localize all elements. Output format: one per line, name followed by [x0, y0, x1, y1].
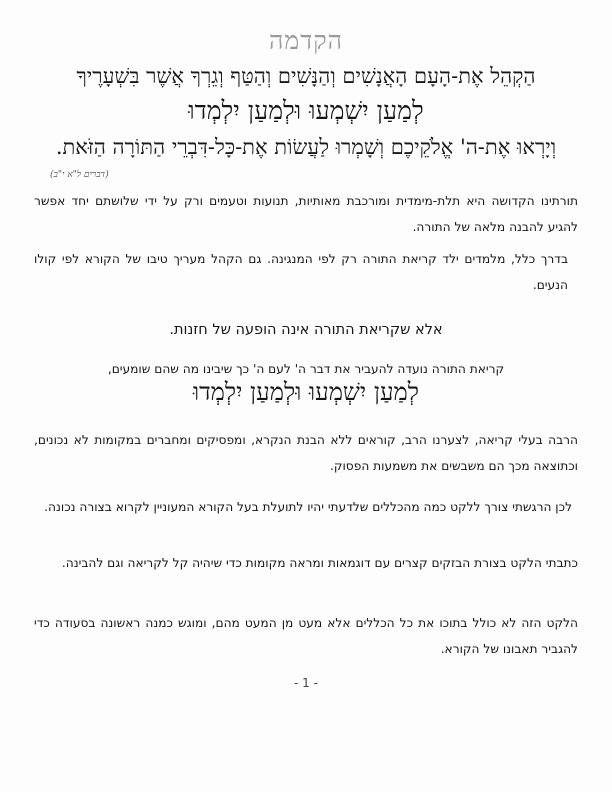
paragraph-6: לכן הרגשתי צורך ללקט כמה מהכללים שלדעתי יהיו לתועלת בעל הקורא המעוניין לקרוא בצורה נכונה.: [44, 500, 572, 514]
verse-line-1: הַקְהֵל אֶת-הָעָם הָאֲנָשִׁים וְהַנָּשִׁים וְהַטַּף וְגֵרְךָ אֲשֶׁר בִּשְׁעָרֶיךָ: [76, 64, 536, 88]
paragraph-7: כתבתי הלקט בצורת הבזקים קצרים עם דוגמאות ומראה מקומות כדי שיהיה קל לקריאה וגם להבינה.: [61, 556, 578, 570]
paragraph-3: אלא שקריאת התורה אינה הופעה של חזנות.: [169, 322, 443, 338]
verse-line-3: וְיָרְאוּ אֶת-ה' אֱלֹקֵיכֶם וְשָׁמְרוּ לַעֲשׂוֹת אֶת-כָּל-דִּבְרֵי הַתּוֹרָה הַזֹּאת.: [55, 135, 557, 159]
paragraph-2: בדרך כלל, מלמדים ילד קריאת התורה רק לפי המנגינה. גם הקהל מעריך טיבו של הקורא לפי קולו הנעים.: [34, 252, 568, 292]
verse-line-2: לְמַעַן יִשְׁמְעוּ וּלְמַעַן יִלְמְדוּ: [188, 96, 424, 125]
verse-repeat: לְמַעַן יִשְׁמְעוּ וּלְמַעַן יִלְמְדוּ: [193, 378, 419, 406]
paragraph-1: תורתינו הקדושה היא תלת-מימדית ומורכבת מאותיות, תנועות וטעמים ורק על ידי שלושתם יחד אפשר להגיע להבנה מלאה של התורה.: [34, 194, 578, 234]
page-number: - 1 -: [294, 676, 318, 690]
paragraph-8: הלקט הזה לא כולל בתוכו את כל הכללים אלא מעט מן המעט מהם, ומוגש כמנה ראשונה בסעודה כדי להגביר תאבונו של הקורא.: [34, 616, 578, 656]
verse-source: (דברים ל"א י"ב): [50, 170, 109, 180]
page-title: הקדמה: [269, 26, 343, 55]
paragraph-4: קריאת התורה נועדה להעביר את דבר ה' לעם ה' כך שיבינו מה שהם שומעים,: [107, 362, 505, 376]
paragraph-5: הרבה בעלי קריאה, לצערנו הרב, קוראים ללא הבנת הנקרא, ומפסיקים ומחברים במקומות לא נכונים, וכתוצאה מכך הם משבשים את משמעות הפסוק.: [34, 433, 578, 473]
